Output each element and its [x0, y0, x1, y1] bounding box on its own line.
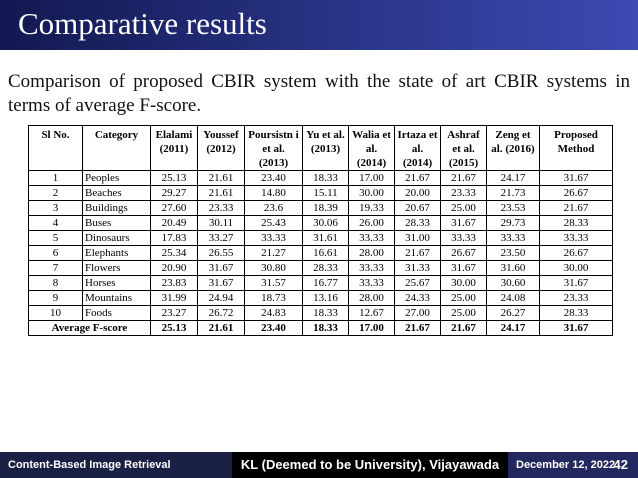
row-number-cell: 9 [29, 291, 83, 306]
table-row [29, 291, 613, 306]
table-row [29, 246, 613, 261]
column-header: Ashraf et al. (2015) [441, 126, 487, 171]
score-cell: 26.67 [441, 246, 487, 261]
column-header: Sl No. [29, 126, 83, 171]
row-number-cell: 3 [29, 201, 83, 216]
score-cell: 23.53 [487, 201, 540, 216]
score-cell: 21.67 [540, 201, 613, 216]
score-cell: 18.39 [303, 201, 349, 216]
score-cell: 26.55 [198, 246, 245, 261]
score-cell: 26.67 [540, 246, 613, 261]
score-cell: 25.67 [395, 276, 441, 291]
score-cell: 25.00 [441, 291, 487, 306]
score-cell: 20.67 [395, 201, 441, 216]
category-cell: Buses [83, 216, 151, 231]
footer-date-page [508, 452, 638, 478]
score-cell: 15.11 [303, 186, 349, 201]
average-score-cell: 31.67 [540, 321, 613, 336]
column-header: Youssef (2012) [198, 126, 245, 171]
row-number-cell: 10 [29, 306, 83, 321]
category-cell: Horses [83, 276, 151, 291]
score-cell: 28.33 [303, 261, 349, 276]
score-cell: 31.67 [540, 276, 613, 291]
score-cell: 23.50 [487, 246, 540, 261]
score-cell: 28.33 [395, 216, 441, 231]
score-cell: 31.57 [245, 276, 303, 291]
score-cell: 29.27 [151, 186, 198, 201]
score-cell: 21.67 [395, 171, 441, 186]
footer-course-title: Content-Based Image Retrieval [0, 452, 232, 478]
score-cell: 16.77 [303, 276, 349, 291]
average-score-cell: 18.33 [303, 321, 349, 336]
column-header: Zeng et al. (2016) [487, 126, 540, 171]
intro-text: Comparison of proposed CBIR system with the state of art CBIR systems in terms of average F-score. [8, 71, 630, 116]
score-cell: 30.06 [303, 216, 349, 231]
average-score-cell: 25.13 [151, 321, 198, 336]
score-cell: 28.33 [540, 216, 613, 231]
table-row [29, 186, 613, 201]
category-cell: Mountains [83, 291, 151, 306]
category-cell: Peoples [83, 171, 151, 186]
score-cell: 27.60 [151, 201, 198, 216]
table-row [29, 306, 613, 321]
table-row [29, 216, 613, 231]
score-cell: 12.67 [349, 306, 395, 321]
average-score-cell: 23.40 [245, 321, 303, 336]
score-cell: 24.94 [198, 291, 245, 306]
row-number-cell: 7 [29, 261, 83, 276]
column-header: Walia et al. (2014) [349, 126, 395, 171]
score-cell: 24.17 [487, 171, 540, 186]
score-cell: 26.27 [487, 306, 540, 321]
footer-institution: KL (Deemed to be University), Vijayawada [232, 452, 508, 478]
average-score-cell: 21.61 [198, 321, 245, 336]
score-cell: 28.33 [540, 306, 613, 321]
score-cell: 31.67 [198, 276, 245, 291]
score-cell: 30.00 [349, 186, 395, 201]
footer-bar [0, 452, 638, 478]
average-score-cell: 21.67 [395, 321, 441, 336]
score-cell: 25.34 [151, 246, 198, 261]
average-score-cell: 17.00 [349, 321, 395, 336]
column-header: Elalami (2011) [151, 126, 198, 171]
row-number-cell: 5 [29, 231, 83, 246]
score-cell: 31.33 [395, 261, 441, 276]
row-number-cell: 2 [29, 186, 83, 201]
score-cell: 30.11 [198, 216, 245, 231]
average-row [29, 321, 613, 336]
table-header-row [29, 126, 613, 171]
score-cell: 18.73 [245, 291, 303, 306]
score-cell: 33.27 [198, 231, 245, 246]
column-header: Poursistn i et al. (2013) [245, 126, 303, 171]
score-cell: 30.80 [245, 261, 303, 276]
score-cell: 21.67 [395, 246, 441, 261]
score-cell: 31.67 [441, 261, 487, 276]
score-cell: 23.33 [198, 201, 245, 216]
table-row [29, 171, 613, 186]
score-cell: 25.13 [151, 171, 198, 186]
row-number-cell: 1 [29, 171, 83, 186]
score-cell: 21.61 [198, 171, 245, 186]
score-cell: 26.00 [349, 216, 395, 231]
score-cell: 33.33 [441, 231, 487, 246]
page-number: 42 [613, 457, 628, 472]
score-cell: 26.67 [540, 186, 613, 201]
average-score-cell: 24.17 [487, 321, 540, 336]
score-cell: 21.67 [441, 171, 487, 186]
footer-date: December 12, 2022 [516, 459, 616, 471]
score-cell: 31.67 [540, 171, 613, 186]
score-cell: 30.00 [441, 276, 487, 291]
score-cell: 21.73 [487, 186, 540, 201]
score-cell: 23.40 [245, 171, 303, 186]
score-cell: 28.00 [349, 291, 395, 306]
score-cell: 17.83 [151, 231, 198, 246]
score-cell: 33.33 [245, 231, 303, 246]
score-cell: 24.83 [245, 306, 303, 321]
score-cell: 16.61 [303, 246, 349, 261]
score-cell: 21.27 [245, 246, 303, 261]
category-cell: Foods [83, 306, 151, 321]
score-cell: 25.00 [441, 306, 487, 321]
score-cell: 31.00 [395, 231, 441, 246]
category-cell: Beaches [83, 186, 151, 201]
results-table [28, 125, 613, 336]
score-cell: 33.33 [540, 231, 613, 246]
score-cell: 31.99 [151, 291, 198, 306]
column-header: Yu et al. (2013) [303, 126, 349, 171]
score-cell: 14.80 [245, 186, 303, 201]
score-cell: 30.60 [487, 276, 540, 291]
category-cell: Flowers [83, 261, 151, 276]
score-cell: 31.61 [303, 231, 349, 246]
table-row [29, 201, 613, 216]
score-cell: 26.72 [198, 306, 245, 321]
score-cell: 20.90 [151, 261, 198, 276]
score-cell: 19.33 [349, 201, 395, 216]
score-cell: 23.27 [151, 306, 198, 321]
table-row [29, 276, 613, 291]
category-cell: Dinosaurs [83, 231, 151, 246]
score-cell: 33.33 [349, 261, 395, 276]
results-table-container [28, 125, 612, 336]
score-cell: 23.6 [245, 201, 303, 216]
score-cell: 24.08 [487, 291, 540, 306]
score-cell: 31.67 [198, 261, 245, 276]
score-cell: 33.33 [349, 276, 395, 291]
column-header: Irtaza et al. (2014) [395, 126, 441, 171]
score-cell: 24.33 [395, 291, 441, 306]
category-cell: Elephants [83, 246, 151, 261]
column-header: Proposed Method [540, 126, 613, 171]
score-cell: 23.33 [540, 291, 613, 306]
score-cell: 18.33 [303, 306, 349, 321]
row-number-cell: 8 [29, 276, 83, 291]
score-cell: 33.33 [349, 231, 395, 246]
score-cell: 31.60 [487, 261, 540, 276]
score-cell: 23.33 [441, 186, 487, 201]
score-cell: 29.73 [487, 216, 540, 231]
score-cell: 27.00 [395, 306, 441, 321]
score-cell: 18.33 [303, 171, 349, 186]
slide-title: Comparative results [18, 6, 267, 41]
score-cell: 25.00 [441, 201, 487, 216]
table-row [29, 231, 613, 246]
score-cell: 21.61 [198, 186, 245, 201]
score-cell: 23.83 [151, 276, 198, 291]
title-bar [0, 0, 638, 50]
average-score-cell: 21.67 [441, 321, 487, 336]
score-cell: 17.00 [349, 171, 395, 186]
table-row [29, 261, 613, 276]
score-cell: 25.43 [245, 216, 303, 231]
score-cell: 20.49 [151, 216, 198, 231]
row-number-cell: 6 [29, 246, 83, 261]
score-cell: 20.00 [395, 186, 441, 201]
table-body [29, 171, 613, 336]
average-label-cell: Average F-score [29, 321, 151, 336]
score-cell: 28.00 [349, 246, 395, 261]
score-cell: 13.16 [303, 291, 349, 306]
score-cell: 33.33 [487, 231, 540, 246]
row-number-cell: 4 [29, 216, 83, 231]
column-header: Category [83, 126, 151, 171]
category-cell: Buildings [83, 201, 151, 216]
score-cell: 30.00 [540, 261, 613, 276]
score-cell: 31.67 [441, 216, 487, 231]
